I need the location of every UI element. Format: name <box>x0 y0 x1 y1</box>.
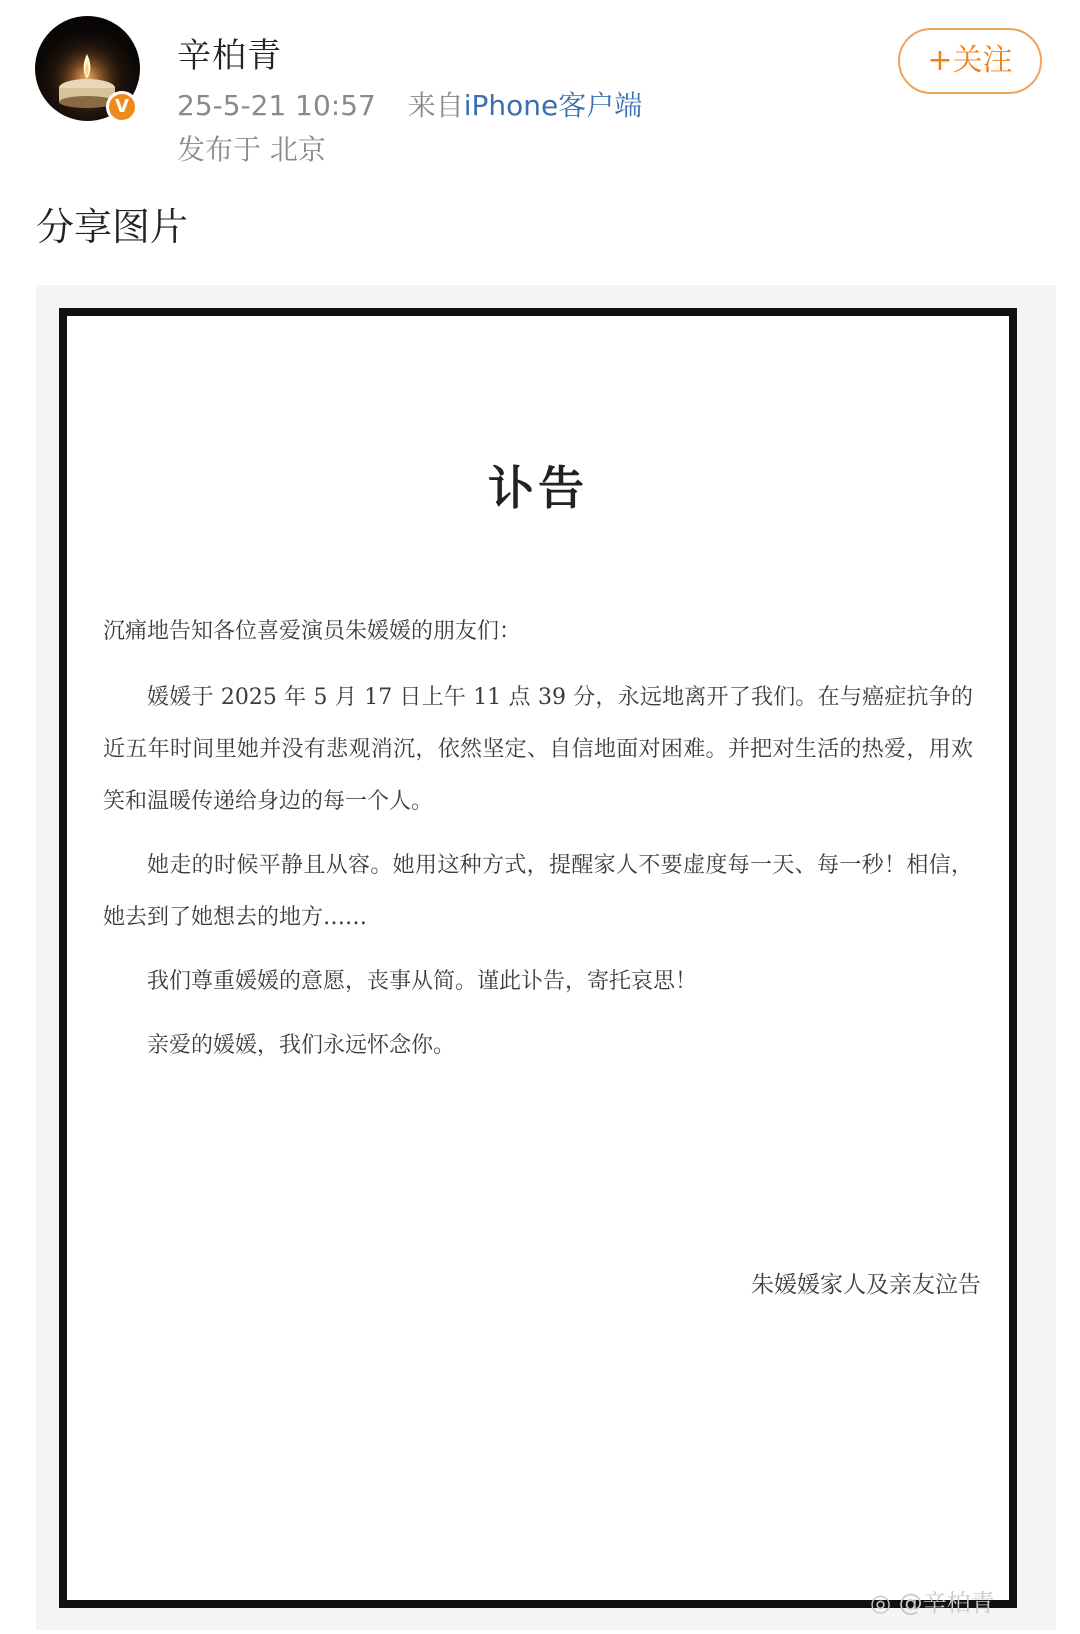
follow-button[interactable]: +关注 <box>898 28 1042 94</box>
watermark: ◎ @辛柏青 <box>870 1589 995 1617</box>
weibo-logo-icon: ◎ <box>870 1589 891 1617</box>
post-location: 发布于 北京 <box>177 133 326 166</box>
notice-paragraph: 媛媛于 2025 年 5 月 17 日上午 11 点 39 分，永远地离开了我们。在与癌症抗争的近五年时间里她并没有悲观消沉，依然坚定、自信地面对困难。并把对生活的热爱，用欢笑和温暖传递给身边的每一个人。 <box>103 685 973 814</box>
post-timestamp: 25-5-21 10:57 <box>177 89 376 122</box>
post-text: 分享图片 <box>36 205 189 249</box>
notice-paragraph: 她走的时候平静且从容。她用这种方式，提醒家人不要虚度每一天、每一秒！相信，她去到了她想去的地方…… <box>103 853 973 930</box>
source-prefix: 来自 <box>407 89 464 122</box>
obituary-notice[interactable] <box>59 308 1017 1608</box>
post-meta <box>177 84 642 124</box>
author-name[interactable]: 辛柏青 <box>177 36 282 76</box>
notice-greeting: 沉痛地告知各位喜爱演员朱媛媛的朋友们： <box>103 619 522 644</box>
notice-signature: 朱媛媛家人及亲友泣告 <box>751 1272 981 1298</box>
source-app-link[interactable]: iPhone客户端 <box>463 89 643 122</box>
notice-paragraph: 我们尊重媛媛的意愿，丧事从简。谨此讣告，寄托哀思！ <box>147 969 698 994</box>
notice-body <box>103 606 973 1084</box>
notice-paragraph: 亲爱的媛媛，我们永远怀念你。 <box>147 1033 456 1058</box>
notice-title: 讣告 <box>488 461 588 515</box>
verified-badge-icon: V <box>106 91 138 123</box>
